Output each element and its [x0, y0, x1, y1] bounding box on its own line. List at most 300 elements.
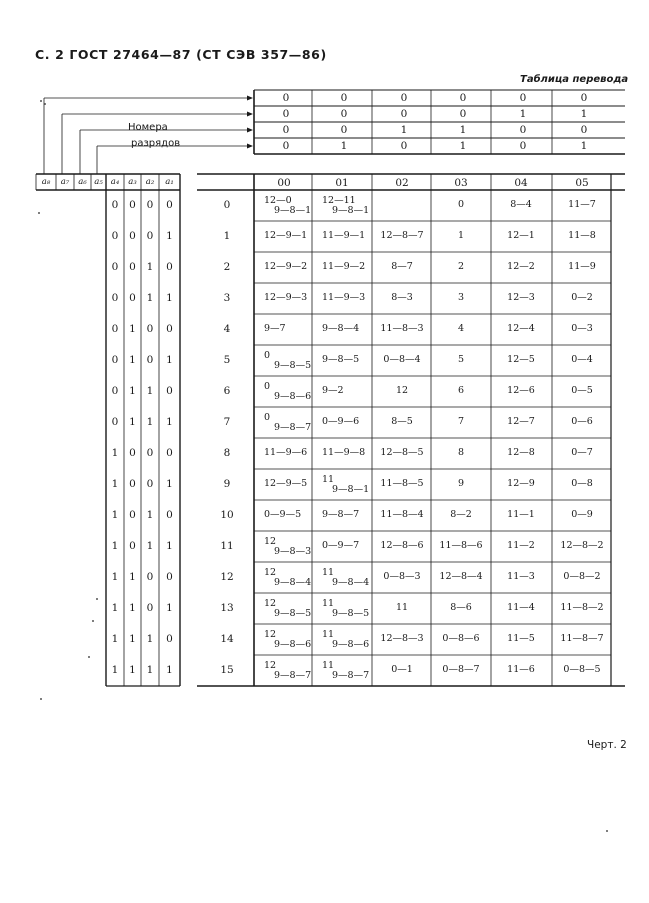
bit-value: 0 — [111, 230, 119, 242]
zone-bit-value: 1 — [580, 108, 588, 120]
code-line-1: 12 — [264, 536, 277, 547]
code-cell — [431, 262, 491, 272]
code-cell — [372, 293, 432, 303]
zone-bit-value: 1 — [519, 108, 527, 120]
code-line-1: 0—8—7 — [442, 664, 480, 675]
code-line-1: 11 — [322, 474, 335, 485]
bit-header: a₂ — [145, 177, 155, 187]
bit-value: 1 — [166, 540, 173, 552]
code-cell — [491, 231, 551, 241]
code-cell — [491, 448, 551, 458]
code-line-1: 4 — [457, 323, 465, 334]
bit-value: 0 — [166, 261, 173, 273]
table-title: Таблица перевода — [520, 74, 629, 85]
code-line-1: 12—1 — [507, 230, 535, 241]
row-number: 1 — [223, 230, 231, 242]
code-line-1: 12 — [395, 385, 409, 396]
bit-value: 1 — [129, 416, 136, 428]
zone-bit-value: 0 — [282, 140, 290, 152]
bit-value: 1 — [166, 230, 173, 242]
code-line-1: 9—8—5 — [322, 354, 360, 365]
column-header: 04 — [514, 177, 528, 189]
code-cell — [372, 355, 432, 365]
code-line-1: 0—4 — [571, 354, 593, 365]
zone-bit-value: 1 — [459, 124, 467, 136]
scan-speck — [88, 656, 90, 658]
bit-value: 1 — [111, 633, 119, 645]
code-line-2: 9—8—1 — [332, 484, 370, 495]
code-line-1: 0—8—6 — [442, 633, 480, 644]
row-number: 2 — [223, 261, 231, 273]
zone-bit-value: 0 — [340, 92, 348, 104]
bit-value: 1 — [129, 664, 136, 676]
code-line-2: 9—8—1 — [332, 205, 370, 216]
code-cell — [552, 541, 612, 551]
code-line-1: 12—9 — [507, 478, 535, 489]
row-number: 11 — [220, 540, 234, 552]
bit-value: 1 — [146, 633, 154, 645]
code-cell — [491, 355, 551, 365]
figure-caption: Черт. 2 — [587, 739, 627, 751]
code-cell — [264, 479, 324, 489]
code-line-2: 9—8—4 — [274, 577, 312, 588]
code-cell — [372, 479, 432, 489]
code-cell — [264, 599, 324, 619]
code-cell — [431, 665, 491, 675]
scan-speck — [92, 620, 94, 622]
code-line-1: 12—6 — [507, 385, 535, 396]
code-line-1: 8—5 — [391, 416, 413, 427]
code-line-1: 5 — [457, 354, 465, 365]
code-line-1: 11—9—2 — [322, 261, 366, 272]
zone-bit-value: 0 — [519, 92, 527, 104]
code-cell — [552, 355, 612, 365]
code-line-1: 8—4 — [510, 199, 532, 210]
row-number: 8 — [223, 447, 231, 459]
arrow-head-icon — [247, 112, 253, 117]
code-cell — [372, 417, 432, 427]
bit-value: 1 — [146, 416, 154, 428]
bit-header: a₆ — [78, 177, 87, 187]
code-line-1: 0—8—5 — [563, 664, 601, 675]
code-cell — [431, 293, 491, 303]
zone-bit-value: 1 — [580, 140, 588, 152]
code-cell — [491, 572, 551, 582]
code-line-1: 11—2 — [507, 540, 535, 551]
code-cell — [491, 634, 551, 644]
code-cell — [264, 351, 324, 371]
row-number: 3 — [223, 292, 231, 304]
row-number: 0 — [223, 199, 231, 211]
page-header: С. 2 ГОСТ 27464—87 (СТ СЭВ 357—86) — [35, 47, 327, 62]
code-cell — [491, 386, 551, 396]
bit-value: 0 — [111, 199, 119, 211]
column-header: 02 — [395, 177, 409, 189]
bit-value: 0 — [166, 571, 173, 583]
code-line-1: 12 — [264, 598, 277, 609]
code-cell — [264, 382, 324, 402]
code-cell — [372, 386, 432, 396]
bit-value: 0 — [166, 385, 173, 397]
bit-value: 0 — [166, 323, 173, 335]
code-cell — [552, 634, 612, 644]
code-line-1: 0—8—2 — [563, 571, 601, 582]
bit-value: 1 — [146, 664, 154, 676]
code-line-1: 12—5 — [507, 354, 535, 365]
bit-header: a₈ — [41, 177, 51, 187]
code-cell — [431, 448, 491, 458]
column-header: 03 — [454, 177, 468, 189]
code-line-1: 11—9—1 — [322, 230, 366, 241]
code-cell — [431, 541, 491, 551]
code-line-1: 12—9—5 — [264, 478, 308, 489]
code-line-2: 9—8—6 — [332, 639, 370, 650]
code-line-1: 8—2 — [450, 509, 472, 520]
bit-value: 0 — [166, 199, 173, 211]
code-cell — [491, 417, 551, 427]
bit-value: 1 — [146, 261, 154, 273]
code-line-2: 9—8—1 — [274, 205, 312, 216]
row-number: 15 — [220, 664, 234, 676]
code-cell — [431, 479, 491, 489]
zone-bit-value: 0 — [400, 92, 408, 104]
bit-value: 0 — [111, 261, 119, 273]
scan-speck — [44, 103, 46, 105]
code-cell — [552, 324, 612, 334]
code-cell — [372, 634, 432, 644]
code-line-1: 12—8—4 — [439, 571, 483, 582]
code-cell — [264, 324, 324, 334]
code-line-1: 11 — [322, 660, 335, 671]
code-line-1: 12—8—3 — [380, 633, 424, 644]
code-cell — [264, 413, 324, 433]
code-line-1: 3 — [457, 292, 465, 303]
code-line-2: 9—8—6 — [274, 639, 312, 650]
code-line-1: 9—8—4 — [322, 323, 360, 334]
code-line-1: 0—1 — [391, 664, 413, 675]
bit-value: 0 — [111, 292, 119, 304]
bit-value: 1 — [146, 509, 154, 521]
code-cell — [552, 448, 612, 458]
code-cell — [372, 324, 432, 334]
row-number: 10 — [220, 509, 234, 521]
code-line-1: 2 — [457, 261, 465, 272]
bit-value: 1 — [166, 664, 173, 676]
code-cell — [372, 448, 432, 458]
bit-value: 0 — [146, 199, 154, 211]
code-line-1: 11—8 — [568, 230, 596, 241]
bit-value: 0 — [146, 571, 154, 583]
code-line-1: 11—3 — [507, 571, 535, 582]
code-cell — [552, 603, 612, 613]
code-cell — [552, 417, 612, 427]
bit-value: 1 — [166, 478, 173, 490]
code-line-2: 9—8—7 — [274, 422, 312, 433]
code-line-2: 9—8—6 — [274, 391, 312, 402]
scan-speck — [606, 830, 608, 832]
code-line-1: 6 — [457, 385, 465, 396]
code-line-1: 11—5 — [507, 633, 535, 644]
code-cell — [264, 510, 324, 520]
code-line-1: 11—9—8 — [322, 447, 366, 458]
bit-value: 0 — [111, 354, 119, 366]
bit-value: 1 — [129, 602, 136, 614]
code-line-1: 11 — [322, 629, 335, 640]
code-cell — [552, 665, 612, 675]
bit-value: 1 — [129, 385, 136, 397]
code-line-1: 12 — [264, 629, 277, 640]
code-line-1: 11—8—7 — [560, 633, 604, 644]
code-line-1: 11—1 — [507, 509, 535, 520]
code-cell — [431, 510, 491, 520]
bit-value: 1 — [111, 509, 119, 521]
code-cell — [491, 479, 551, 489]
code-line-1: 11—7 — [568, 199, 596, 210]
code-cell — [372, 262, 432, 272]
code-cell — [552, 200, 612, 210]
bit-value: 0 — [146, 354, 154, 366]
code-line-1: 12—8—5 — [380, 447, 424, 458]
code-line-1: 0 — [457, 199, 465, 210]
code-line-1: 0—9—5 — [264, 509, 302, 520]
code-cell — [372, 572, 432, 582]
bit-value: 0 — [129, 261, 136, 273]
code-line-1: 0—5 — [571, 385, 593, 396]
zone-bit-value: 0 — [282, 124, 290, 136]
code-line-1: 0—7 — [571, 447, 593, 458]
bit-value: 1 — [166, 354, 173, 366]
code-line-1: 0 — [264, 381, 271, 392]
bit-header: a₄ — [110, 177, 120, 187]
code-line-1: 12—9—2 — [264, 261, 308, 272]
code-line-1: 9—7 — [264, 323, 286, 334]
bit-value: 0 — [166, 509, 173, 521]
code-cell — [264, 262, 324, 272]
code-line-1: 12—11 — [322, 195, 356, 206]
digits-label: разрядов — [131, 138, 181, 149]
arrow-head-icon — [247, 144, 253, 149]
bit-value: 1 — [146, 540, 154, 552]
code-line-1: 11—4 — [507, 602, 535, 613]
code-line-1: 8—6 — [450, 602, 472, 613]
code-line-1: 0—3 — [571, 323, 593, 334]
code-line-1: 9—8—7 — [322, 509, 360, 520]
code-line-1: 12—8 — [507, 447, 535, 458]
code-line-1: 12 — [264, 567, 277, 578]
code-line-1: 11—9 — [568, 261, 596, 272]
row-number: 13 — [220, 602, 234, 614]
code-line-1: 11—8—5 — [380, 478, 424, 489]
code-line-2: 9—8—5 — [274, 360, 312, 371]
row-number: 5 — [223, 354, 231, 366]
zone-bit-value: 0 — [519, 140, 527, 152]
zone-bit-value: 0 — [340, 124, 348, 136]
code-cell — [431, 572, 491, 582]
bit-value: 1 — [111, 664, 119, 676]
zone-bit-value: 0 — [580, 124, 588, 136]
code-line-1: 0—8—3 — [383, 571, 421, 582]
row-number: 7 — [223, 416, 231, 428]
code-line-1: 1 — [457, 230, 465, 241]
zone-bit-value: 0 — [459, 92, 467, 104]
code-cell — [322, 196, 382, 216]
code-line-1: 12—4 — [507, 323, 535, 334]
code-line-1: 12—9—1 — [264, 230, 308, 241]
code-line-1: 0—6 — [571, 416, 593, 427]
code-line-1: 0—2 — [571, 292, 593, 303]
bit-header: a₇ — [60, 177, 70, 187]
code-cell — [491, 603, 551, 613]
scan-speck — [40, 698, 42, 700]
bit-value: 1 — [129, 571, 136, 583]
bit-value: 0 — [129, 509, 136, 521]
code-line-2: 9—8—5 — [274, 608, 312, 619]
bit-header: a₃ — [128, 177, 137, 187]
code-cell — [431, 386, 491, 396]
code-line-1: 12—7 — [507, 416, 535, 427]
bit-value: 0 — [146, 230, 154, 242]
code-line-1: 12—2 — [507, 261, 535, 272]
code-line-1: 9—2 — [322, 385, 344, 396]
code-cell — [552, 262, 612, 272]
code-line-1: 11—9—6 — [264, 447, 308, 458]
code-line-1: 12—8—6 — [380, 540, 424, 551]
bit-value: 1 — [166, 602, 173, 614]
code-cell — [491, 293, 551, 303]
code-cell — [491, 665, 551, 675]
bit-value: 0 — [129, 540, 136, 552]
bit-value: 1 — [146, 385, 154, 397]
zone-bit-value: 0 — [400, 140, 408, 152]
bit-value: 0 — [111, 323, 119, 335]
code-line-1: 11 — [395, 602, 409, 613]
bit-value: 1 — [129, 633, 136, 645]
code-line-1: 8 — [457, 447, 465, 458]
zone-bit-value: 1 — [459, 140, 467, 152]
code-line-2: 9—8—3 — [274, 546, 312, 557]
bit-value: 0 — [146, 323, 154, 335]
code-cell — [264, 293, 324, 303]
code-line-1: 11—8—4 — [380, 509, 424, 520]
code-line-1: 0 — [264, 350, 271, 361]
code-line-1: 11—6 — [507, 664, 535, 675]
bit-value: 0 — [129, 478, 136, 490]
code-cell — [431, 355, 491, 365]
code-line-2: 9—8—5 — [332, 608, 370, 619]
bit-value: 1 — [146, 292, 154, 304]
bit-value: 1 — [166, 416, 173, 428]
row-number: 4 — [223, 323, 231, 335]
bit-value: 0 — [129, 199, 136, 211]
zone-bit-value: 0 — [340, 108, 348, 120]
code-cell — [372, 510, 432, 520]
code-cell — [264, 661, 324, 681]
code-line-1: 11—8—2 — [560, 602, 604, 613]
bit-value: 0 — [146, 602, 154, 614]
code-line-1: 7 — [457, 416, 465, 427]
row-number: 14 — [220, 633, 234, 645]
code-cell — [552, 293, 612, 303]
code-cell — [372, 603, 432, 613]
code-cell — [431, 417, 491, 427]
code-line-1: 11 — [322, 567, 335, 578]
zone-bit-value: 0 — [282, 92, 290, 104]
code-line-1: 9 — [457, 478, 465, 489]
code-line-1: 0—9 — [571, 509, 593, 520]
code-cell — [491, 510, 551, 520]
code-line-1: 0—9—6 — [322, 416, 360, 427]
bit-value: 1 — [111, 478, 119, 490]
code-cell — [552, 231, 612, 241]
code-line-1: 12—9—3 — [264, 292, 308, 303]
zone-bit-value: 0 — [459, 108, 467, 120]
code-cell — [372, 231, 432, 241]
scan-speck — [38, 212, 40, 214]
bit-value: 1 — [111, 602, 119, 614]
bit-value: 1 — [111, 571, 119, 583]
code-cell — [552, 479, 612, 489]
column-header: 00 — [277, 177, 291, 189]
code-cell — [552, 510, 612, 520]
bit-value: 0 — [129, 447, 136, 459]
bit-value: 0 — [146, 478, 154, 490]
code-cell — [552, 386, 612, 396]
code-cell — [431, 231, 491, 241]
code-line-1: 0—8—4 — [383, 354, 421, 365]
code-line-1: 0—9—7 — [322, 540, 360, 551]
numbers-label: Номера — [128, 122, 168, 133]
zone-bit-value: 1 — [400, 124, 408, 136]
code-line-1: 12—8—7 — [380, 230, 424, 241]
code-cell — [264, 448, 324, 458]
zone-bit-value: 0 — [400, 108, 408, 120]
code-cell — [491, 324, 551, 334]
code-line-1: 8—3 — [391, 292, 413, 303]
code-line-1: 12 — [264, 660, 277, 671]
code-cell — [431, 324, 491, 334]
zone-bit-value: 0 — [519, 124, 527, 136]
bit-value: 1 — [129, 354, 136, 366]
bit-value: 0 — [166, 633, 173, 645]
code-cell — [372, 541, 432, 551]
code-cell — [552, 572, 612, 582]
code-cell — [264, 630, 324, 650]
arrow-head-icon — [247, 128, 253, 133]
code-line-2: 9—8—4 — [332, 577, 370, 588]
code-line-1: 12—0 — [264, 195, 292, 206]
zone-bit-value: 1 — [340, 140, 348, 152]
bit-value: 0 — [129, 292, 136, 304]
code-line-1: 11—8—6 — [439, 540, 483, 551]
bit-value: 0 — [146, 447, 154, 459]
code-line-1: 11—9—3 — [322, 292, 366, 303]
code-cell — [491, 200, 551, 210]
bit-value: 1 — [129, 323, 136, 335]
code-cell — [431, 200, 491, 210]
bit-value: 1 — [111, 447, 119, 459]
code-cell — [372, 665, 432, 675]
code-cell — [264, 568, 324, 588]
code-cell — [431, 634, 491, 644]
scan-speck — [40, 100, 42, 102]
code-line-1: 11 — [322, 598, 335, 609]
bit-header: a₁ — [165, 177, 174, 187]
code-cell — [264, 196, 324, 216]
code-cell — [491, 262, 551, 272]
code-line-1: 12—8—2 — [560, 540, 604, 551]
code-cell — [264, 537, 324, 557]
bit-value: 0 — [111, 416, 119, 428]
